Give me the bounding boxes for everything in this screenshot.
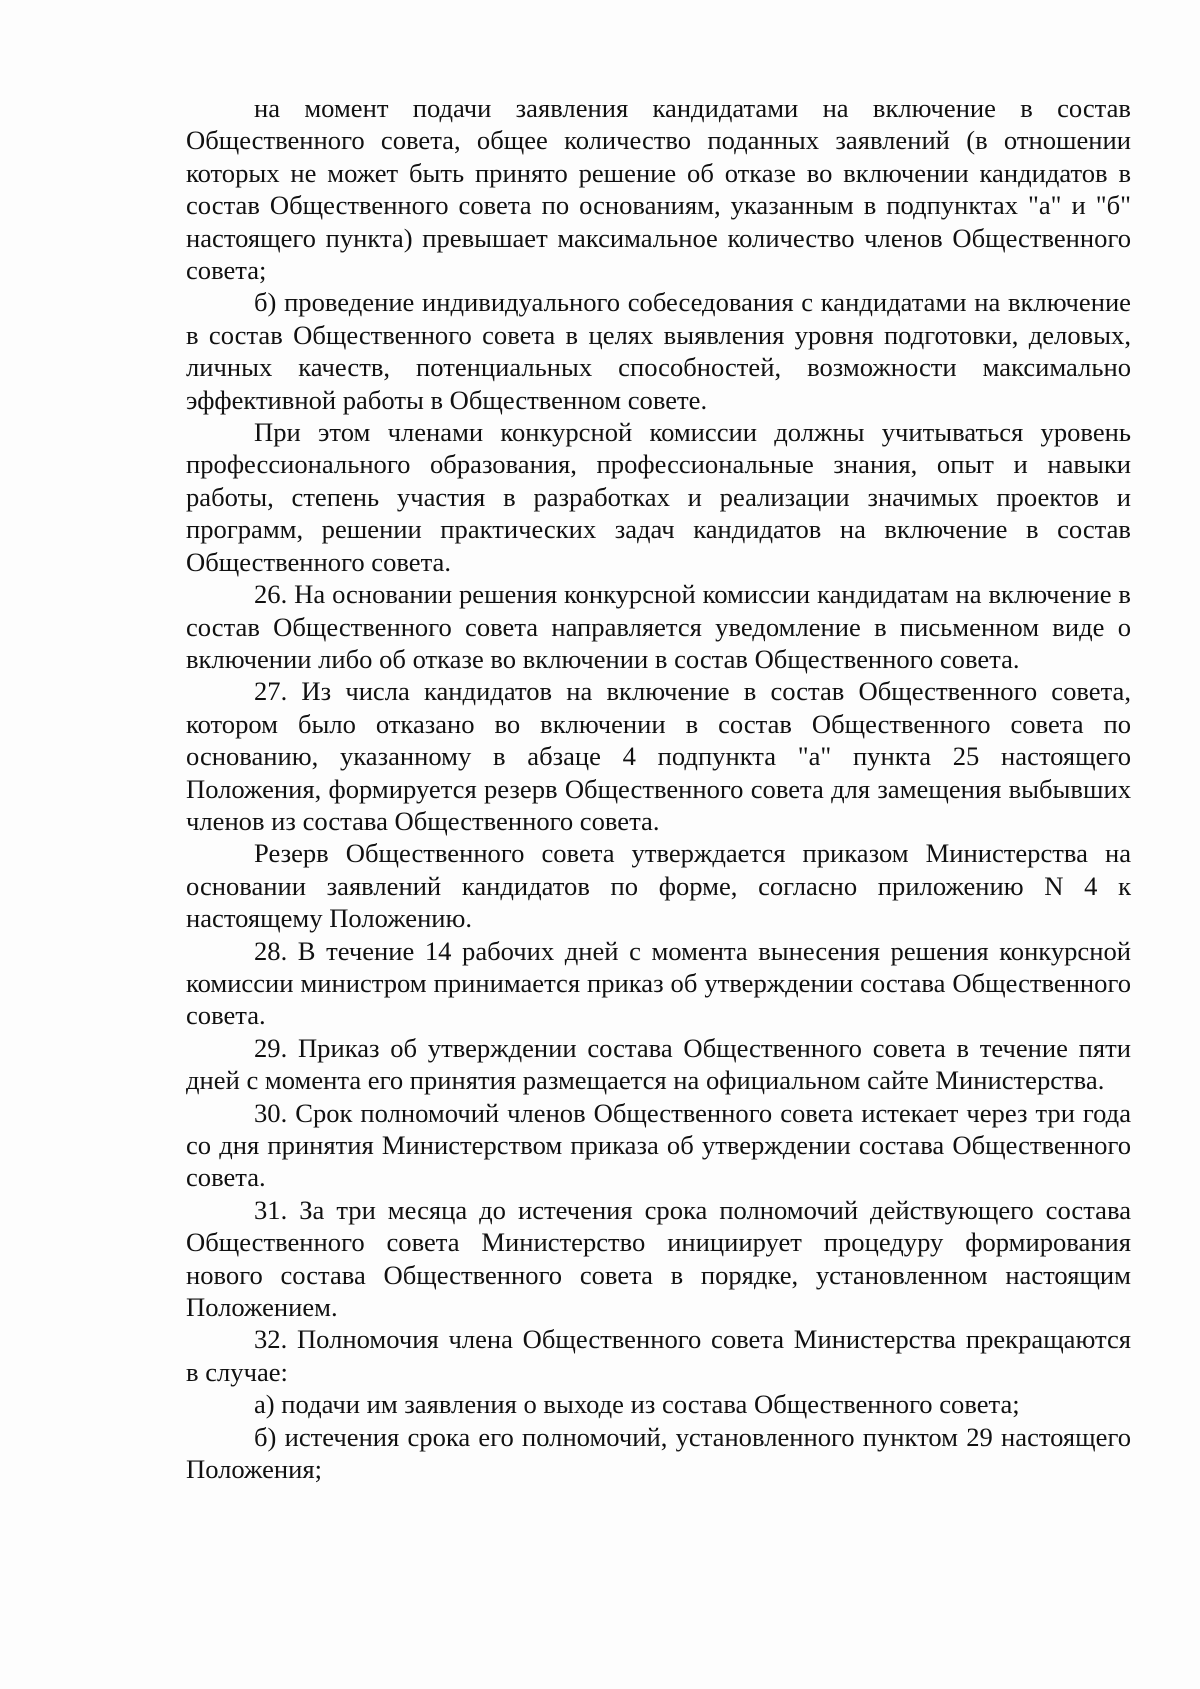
document-body [186, 92, 1131, 1485]
paragraph-10: 31. За три месяца до истечения срока полномочий действующего состава Общественного совета Министерство инициирует процедуру формирования нового состава Общественного совета в порядке, установленном настоящим Положением. [186, 1194, 1131, 1323]
paragraph-4: 26. На основании решения конкурсной комиссии кандидатам на включение в состав Общественного совета направляется уведомление в письменном виде о включении либо об отказе во включении в состав Общественного совета. [186, 579, 1131, 674]
paragraph-1: на момент подачи заявления кандидатами на включение в состав Общественного совета, общее количество поданных заявлений (в отношении которых не может быть принято решение об отказе во включении кандидатов в состав Общественного совета по основаниям, указанным в подпунктах "а" и "б" настоящего пункта) превышает максимальное количество членов Общественного совета; [186, 93, 1131, 286]
paragraph-12: а) подачи им заявления о выходе из состава Общественного совета; [254, 1389, 1020, 1420]
paragraph-9: 30. Срок полномочий членов Общественного совета истекает через три года со дня принятия Министерством приказа об утверждении состава Общественного совета. [186, 1097, 1131, 1193]
paragraph-8: 29. Приказ об утверждении состава Общественного совета в течение пяти дней с момента его принятия размещается на официальном сайте Министерства. [186, 1032, 1131, 1096]
paragraph-13: б) истечения срока его полномочий, установленного пунктом 29 настоящего Положения; [186, 1421, 1131, 1485]
paragraph-7: 28. В течение 14 рабочих дней с момента вынесения решения конкурсной комиссии министром принимается приказ об утверждении состава Общественного совета. [186, 935, 1131, 1031]
paragraph-11: 32. Полномочия члена Общественного совета Министерства прекращаются в случае: [186, 1324, 1131, 1387]
paragraph-2: б) проведение индивидуального собеседования с кандидатами на включение в состав Общественного совета в целях выявления уровня подготовки, деловых, личных качеств, потенциальных способностей, возможности максимально эффективной работы в Общественном совете. [186, 287, 1131, 415]
paragraph-3: При этом членами конкурсной комиссии должны учитываться уровень профессионального образования, профессиональные знания, опыт и навыки работы, степень участия в разработках и реализации значимых проектов и программ, решении практических задач кандидатов на включение в состав Общественного совета. [186, 417, 1131, 577]
paragraph-5: 27. Из числа кандидатов на включение в состав Общественного совета, котором было отказано во включении в состав Общественного совета по основанию, указанному в абзаце 4 подпункта "а" пункта 25 настоящего Положения, формируется резерв Общественного совета для замещения выбывших членов из состава Общественного совета. [186, 676, 1131, 836]
paragraph-6: Резерв Общественного совета утверждается приказом Министерства на основании заявлений кандидатов по форме, согласно приложению N 4 к настоящему Положению. [186, 838, 1131, 934]
